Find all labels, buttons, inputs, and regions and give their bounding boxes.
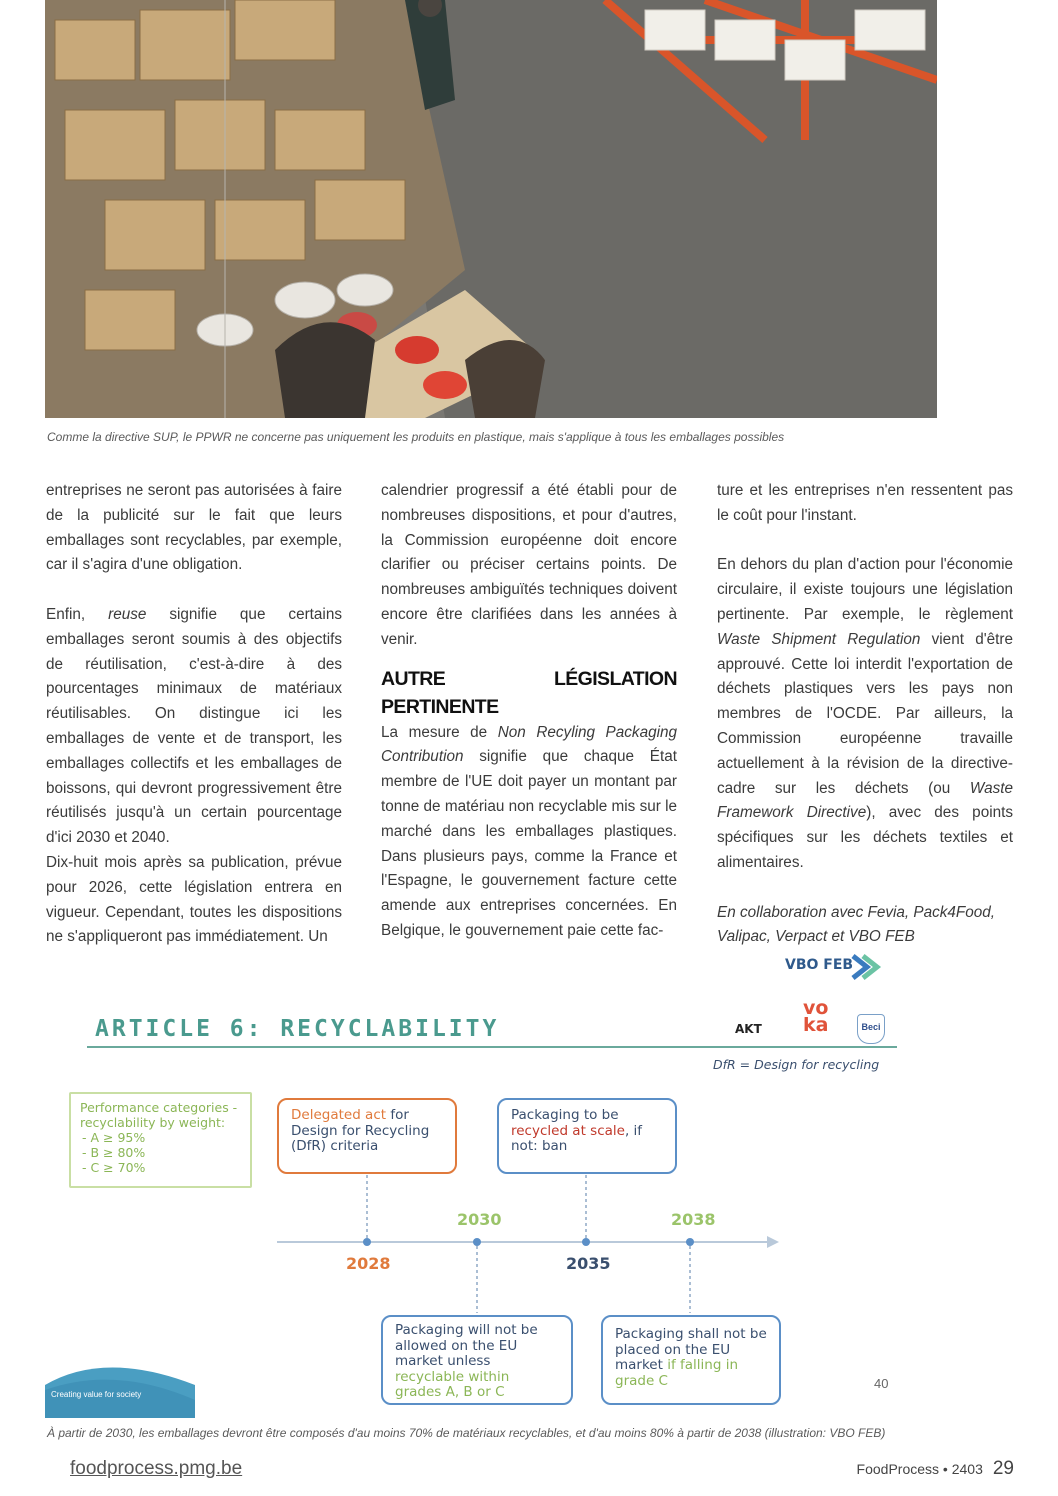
grade-c-item: - C ≥ 70%: [82, 1160, 146, 1175]
text-run: signifie que certains emballages seront soumis à des objectifs de réutilisation, c'est-à-dire à des pourcentages minimaux de matériaux réutilisables. On distingue ici les emballages de vente et de transport, les emballages collectifs et les emballages de boissons, qui devront progressivement être réutilisés jusqu'à un certain pourcentage d'ici 2030 et 2040.: [46, 605, 342, 847]
paragraph-regulation: [717, 553, 1013, 875]
vbo-feb-logo-text: VBO FEB: [785, 957, 854, 973]
grade-b-item: - B ≥ 80%: [82, 1145, 146, 1160]
paragraph: ture et les entreprises n'en ressentent pas le coût pour l'instant.: [717, 482, 1013, 524]
page-number: 29: [992, 1458, 1014, 1479]
dfr-note: DfR = Design for recycling: [713, 1057, 880, 1072]
voka-logo-top: vo: [803, 997, 829, 1019]
performance-title: Performance categories - recyclability by weight:: [80, 1100, 238, 1130]
recycled-at-scale-box: [497, 1098, 677, 1174]
warehouse-photo-illustration: [45, 0, 937, 418]
tagline-text: Creating value for society: [51, 1390, 142, 1399]
text-run: Enfin,: [46, 605, 109, 623]
box-2038: [601, 1315, 781, 1405]
website-link[interactable]: foodprocess.pmg.be: [70, 1458, 243, 1479]
beci-logo: [857, 1014, 885, 1044]
delegated-act-text: for Design for Recycling (DfR) criteria: [291, 1107, 430, 1154]
slide-caption: À partir de 2030, les emballages devront être composés d'au moins 70% de matériaux recyclables, et d'au moins 80% à partir de 2038 (illustration: VBO FEB): [47, 1426, 886, 1440]
scale-box-text-end: , if not: ban: [511, 1122, 643, 1154]
year-2030: 2030: [457, 1210, 502, 1229]
photo-caption: Comme la directive SUP, le PPWR ne concerne pas uniquement les produits en plastique, mais s'applique à tous les emballages possibles: [47, 430, 785, 444]
year-2038: 2038: [671, 1210, 716, 1229]
emphasis-text: Non Recyling Packaging Contribution: [381, 723, 677, 766]
article-column-3: [717, 479, 1013, 950]
grade-a-item: - A ≥ 95%: [82, 1130, 146, 1145]
warehouse-photo: [45, 0, 937, 418]
paragraph-reuse: [46, 603, 342, 851]
text-run: En dehors du plan d'action pour l'économie circulaire, il existe toujours une législation pertinente. Par exemple, le règlement: [717, 556, 1013, 623]
paragraph: entreprises ne seront pas autorisées à faire de la publicité sur le fait que leurs emballages sont recyclables, par exemple, car il s'agira d'une obligation.: [46, 482, 342, 574]
scale-box-text: Packaging to be: [511, 1107, 619, 1123]
delegated-act-highlight: Delegated act: [291, 1107, 387, 1123]
voka-logo-bottom: ka: [803, 1014, 829, 1036]
paragraph: Dix-huit mois après sa publication, prévue pour 2026, cette législation entrera en vigueur. Cependant, toutes les dispositions ne s'appliqueront pas immédiatement. Un: [46, 853, 342, 946]
box-2038-highlight: if falling in grade C: [615, 1357, 738, 1389]
box-2030-text: Packaging will not be allowed on the EU market unless: [395, 1322, 538, 1369]
footer-issue: [857, 1458, 1014, 1480]
collaboration-credit: En collaboration avec Fevia, Pack4Food, Valipac, Verpact et VBO FEB: [717, 903, 996, 946]
text-run: vient d'être approuvé. Cette loi interdit l'exportation de déchets plastiques vers les pays non membres de l'OCDE. Par ailleurs, la Commission européenne travaille actuellement à la révision de la directive-cadre sur les déchets (ou: [717, 630, 1013, 797]
slide-number: 40: [874, 1376, 889, 1391]
text-run: La mesure de: [381, 723, 498, 741]
wave-shape: [45, 1360, 195, 1418]
scale-box-highlight: recycled at scale: [511, 1122, 625, 1139]
box-2038-text: Packaging shall not be placed on the EU market: [615, 1326, 767, 1373]
box-2030-highlight: recyclable within grades A, B or C: [395, 1368, 510, 1400]
recyclability-slide: [45, 948, 937, 1418]
vbo-feb-logo: [785, 956, 895, 992]
article-column-2: [381, 479, 677, 944]
title-underline: [87, 1046, 897, 1048]
akt-logo: AKT: [735, 1022, 762, 1036]
text-run: signifie que chaque État membre de l'UE doit payer un montant par tonne de matériau non recyclable mis sur le marché dans les emballages plastiques. Dans plusieurs pays, comme la France et l'Espagne, le gouvernement facture cette amende aux entreprises concernées. En Belgique, le gouvernement paie cette fac-: [381, 748, 677, 939]
vbo-arrow-icon: [849, 952, 883, 982]
emphasis-text: Waste Shipment Regulation: [717, 630, 921, 648]
text-run: ), avec des points spécifiques sur les déchets textiles et alimentaires.: [717, 804, 1014, 871]
performance-categories-box: [69, 1092, 252, 1188]
beci-logo-text: Beci: [861, 1022, 881, 1032]
tagline-wave: [45, 1360, 195, 1418]
paragraph-nrpc: [381, 721, 677, 944]
year-2028: 2028: [346, 1254, 391, 1273]
slide-title: ARTICLE 6: RECYCLABILITY: [95, 1016, 500, 1042]
paragraph: calendrier progressif a été établi pour de nombreuses dispositions, et pour d'autres, la Commission européenne doit encore clarifier ou préciser certains points. De nombreuses ambiguïtés techniques doivent encore être clarifiées dans les années à venir.: [381, 482, 677, 648]
delegated-act-box: [277, 1098, 457, 1174]
voka-logo: [803, 997, 829, 1036]
emphasis-text: Waste Framework Directive: [717, 779, 1013, 822]
box-2030: [381, 1315, 573, 1405]
year-2035: 2035: [566, 1254, 611, 1273]
section-heading: AUTRE LÉGISLATION PERTINENTE: [381, 667, 677, 718]
issue-label: FoodProcess • 2403: [856, 1461, 983, 1477]
article-column-1: [46, 479, 342, 950]
emphasis-text: reuse: [108, 605, 147, 623]
